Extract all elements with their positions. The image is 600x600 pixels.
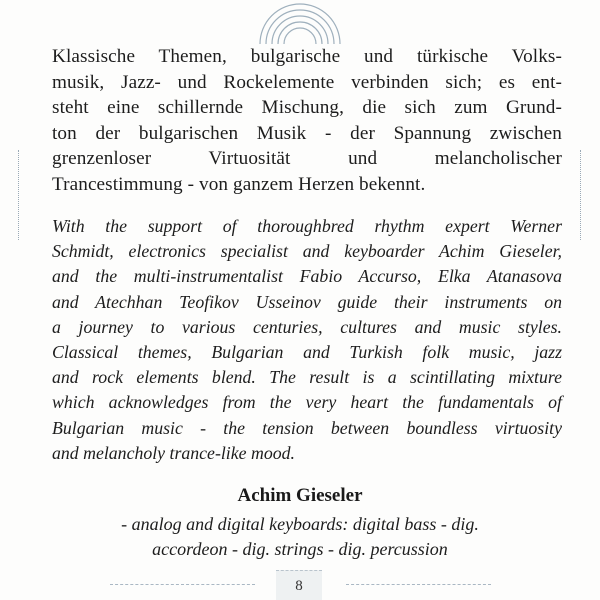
english-line: a journey to various centuries, cultures and music styles. bbox=[52, 316, 562, 337]
english-line: and rock elements blend. The result is a scintillating mixture bbox=[52, 367, 562, 388]
credit-role-line: - analog and digital keyboards: digital bass - dig. bbox=[121, 514, 479, 534]
right-dotted-rule bbox=[580, 150, 581, 240]
english-line: With the support of thoroughbred rhythm expert Werner bbox=[52, 216, 562, 236]
german-line: musik, Jazz- und Rockelemente verbinden sich; es ent- bbox=[52, 71, 562, 93]
german-line: grenzenloser Virtuosität und melancholischer bbox=[52, 148, 562, 170]
bottom-left-dashed-rule bbox=[110, 584, 255, 585]
english-line: which acknowledges from the very heart the fundamentals of bbox=[52, 392, 562, 413]
english-paragraph bbox=[52, 214, 562, 466]
german-line: Trancestimmung - von ganzem Herzen bekennt. bbox=[52, 173, 426, 195]
left-dotted-rule bbox=[18, 150, 19, 240]
german-line: ton der bulgarischen Musik - der Spannung zwischen bbox=[52, 122, 562, 144]
arch-ornament-icon bbox=[254, 2, 346, 46]
page-number-box bbox=[276, 570, 322, 600]
credit-role-line: accordeon - dig. strings - dig. percussion bbox=[152, 539, 448, 559]
credit-name: Achim Gieseler bbox=[237, 485, 363, 506]
german-line: steht eine schillernde Mischung, die sich zum Grund- bbox=[52, 97, 562, 119]
english-line: and melancholy trance-like mood. bbox=[52, 442, 295, 463]
german-paragraph bbox=[52, 44, 562, 198]
page-number: 8 bbox=[295, 578, 303, 594]
credit-role bbox=[0, 512, 600, 562]
english-line: and Atechhan Teofikov Usseinov guide their instruments on bbox=[52, 291, 562, 312]
bottom-right-dashed-rule bbox=[346, 584, 491, 585]
english-line: and the multi-instrumentalist Fabio Accurso, Elka Atanasova bbox=[52, 266, 562, 287]
english-line: Classical themes, Bulgarian and Turkish folk music, jazz bbox=[52, 342, 562, 363]
german-line: Klassische Themen, bulgarische und türkische Volks- bbox=[52, 46, 562, 67]
english-line: Schmidt, electronics specialist and keyboarder Achim Gieseler, bbox=[52, 241, 562, 262]
english-line: Bulgarian music - the tension between boundless virtuosity bbox=[52, 417, 562, 438]
